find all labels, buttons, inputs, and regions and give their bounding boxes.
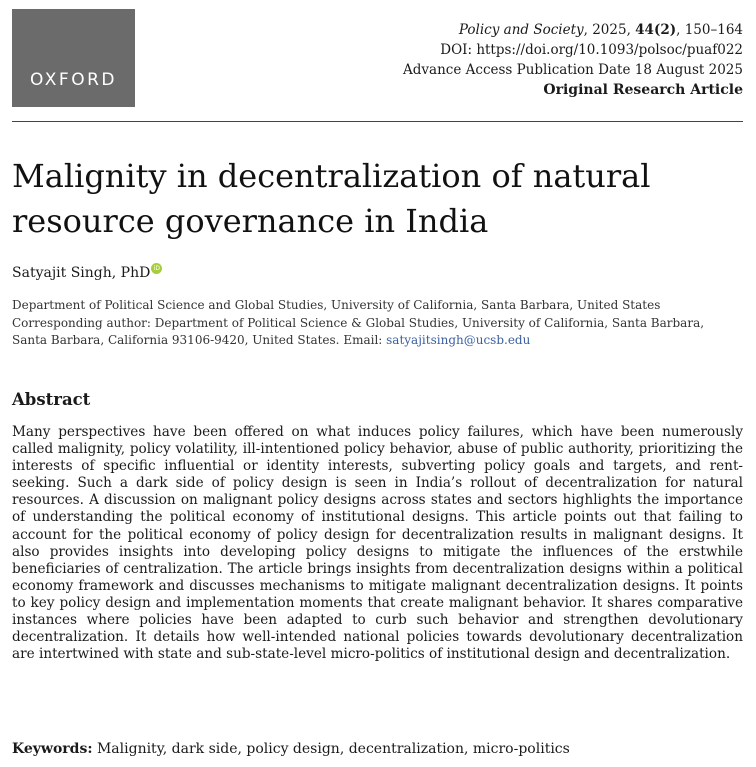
article-type: Original Research Article xyxy=(543,82,743,98)
advance-access-date: Advance Access Publication Date 18 August 2025 xyxy=(403,62,743,78)
author-line xyxy=(12,263,162,281)
abstract-heading: Abstract xyxy=(12,390,91,409)
author-email-link[interactable]: satyajitsingh@ucsb.edu xyxy=(386,333,531,347)
citation-year: , 2025, xyxy=(583,22,636,38)
department-affiliation: Department of Political Science and Global Studies, University of California, Santa Barbara, United States xyxy=(12,298,661,312)
keywords-line xyxy=(12,741,570,757)
keywords-label: Keywords: xyxy=(12,741,93,757)
page-range: , 150–164 xyxy=(676,22,743,38)
oxford-logo xyxy=(12,9,135,107)
author-name[interactable]: Satyajit Singh, PhD xyxy=(12,265,151,281)
journal-name: Policy and Society xyxy=(458,22,584,38)
orcid-icon[interactable]: iD xyxy=(151,263,162,274)
logo-text: OXFORD xyxy=(29,70,117,90)
volume-issue: 44(2) xyxy=(635,22,677,38)
doi[interactable]: DOI: https://doi.org/10.1093/polsoc/puaf022 xyxy=(440,42,743,58)
header-divider xyxy=(12,121,743,122)
affiliations xyxy=(12,297,728,350)
journal-meta xyxy=(403,20,743,100)
keywords-list: Malignity, dark side, policy design, decentralization, micro-politics xyxy=(96,741,570,757)
abstract-text: Many perspectives have been offered on what induces policy failures, which have been numerously called malignity, policy volatility, ill-intentioned policy behavior, abuse of public authority, prioritizing the interests of specific influential or identity interests, subverting policy goals and targets, and rent-seeking. Such a dark side of policy design is seen in India’s rollout of decentralization for natural resources. A discussion on malignant policy designs across states and sectors highlights the importance of understanding the political economy of institutional designs. This article points out that failing to account for the political economy of policy design for decentralization results in malignant designs. It also provides insights into developing policy designs to mitigate the influences of the erstwhile beneficiaries of centralization. The article brings insights from decentralization designs within a political economy framework and discusses mechanisms to mitigate malignant decentralization designs. It points to key policy design and implementation moments that create malignant behavior. It shares comparative instances where policies have been adapted to curb such behavior and strengthen devolutionary decentralization. It details how well-intended national policies towards devolutionary decentralization are intertwined with state and sub-state-level micro-politics of institutional design and decentralization. xyxy=(12,424,743,663)
article-title: Malignity in decentralization of natural resource governance in India xyxy=(12,157,651,240)
citation-line xyxy=(403,20,743,40)
corresponding-author xyxy=(12,315,728,350)
corresponding-address: Corresponding author: Department of Political Science & Global Studies, University of California, Santa Barbara, Santa Barbara, California 93106-9420, United States. Email: xyxy=(12,315,705,347)
